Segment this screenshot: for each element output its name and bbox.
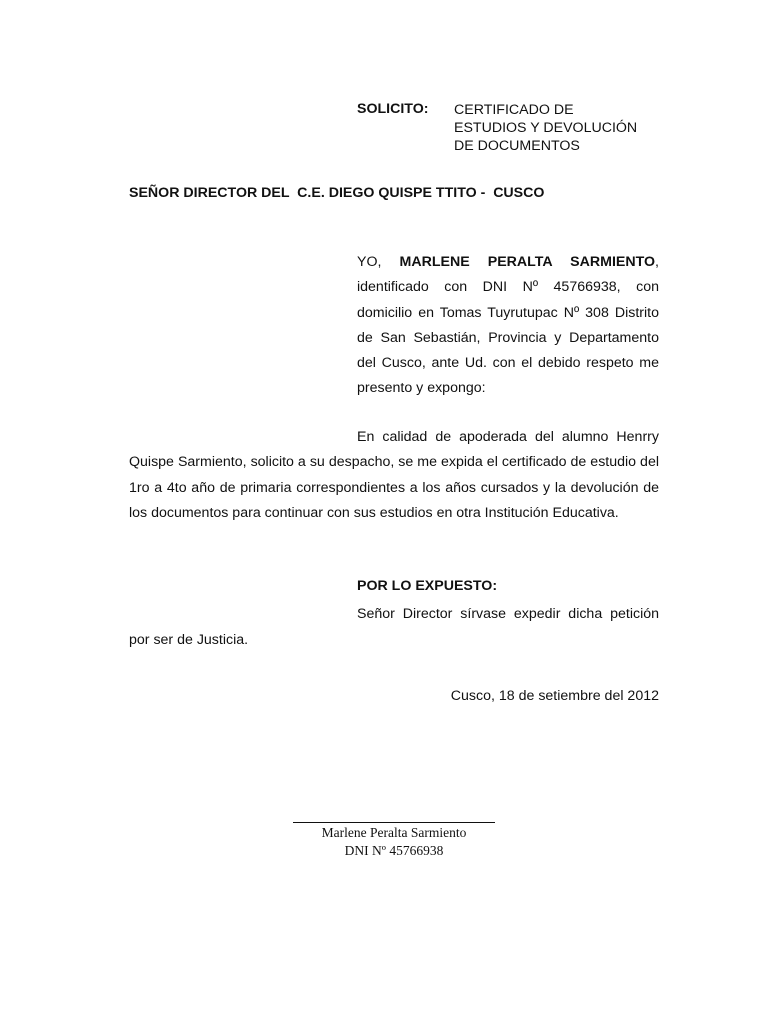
petition-paragraph	[129, 602, 659, 653]
signature-name: Marlene Peralta Sarmiento	[321, 825, 467, 840]
solicito-label: SOLICITO:	[357, 101, 429, 117]
intro-text: , identificado con DNI Nº 45766938, con domicilio en Tomas Tuyrutupac Nº 308 Distrito de San Sebastián, Provincia y Departamento del Cusco, ante Ud. con el debido respeto me presento y expongo:	[357, 254, 659, 397]
petition-text: Señor Director sírvase expedir dicha petición por ser de Justicia.	[129, 606, 659, 648]
intro-paragraph	[357, 250, 659, 402]
solicito-subject	[454, 101, 684, 155]
signature-block	[260, 824, 528, 859]
date-line: Cusco, 18 de setiembre del 2012	[450, 688, 659, 704]
solicito-subject-line: DE DOCUMENTOS	[454, 138, 580, 154]
signature-dni: DNI Nº 45766938	[344, 842, 444, 858]
solicito-subject-line: CERTIFICADO DE	[454, 102, 574, 118]
applicant-name: MARLENE PERALTA SARMIENTO	[399, 254, 656, 270]
solicito-subject-line: ESTUDIOS Y DEVOLUCIÓN	[454, 120, 638, 136]
intro-prefix: YO,	[357, 254, 400, 270]
closing-heading: POR LO EXPUESTO:	[357, 578, 498, 594]
addressee-line: SEÑOR DIRECTOR DEL C.E. DIEGO QUISPE TTITO - CUSCO	[129, 185, 545, 201]
request-text: En calidad de apoderada del alumno Henrry Quispe Sarmiento, solicito a su despacho, se me expida el certificado de estudio del 1ro a 4to año de primaria correspondientes a los años cursados y la devolución de los documentos para continuar con sus estudios en otra Institución Educativa.	[129, 429, 659, 521]
signature-line	[293, 822, 495, 823]
request-paragraph	[129, 425, 659, 526]
